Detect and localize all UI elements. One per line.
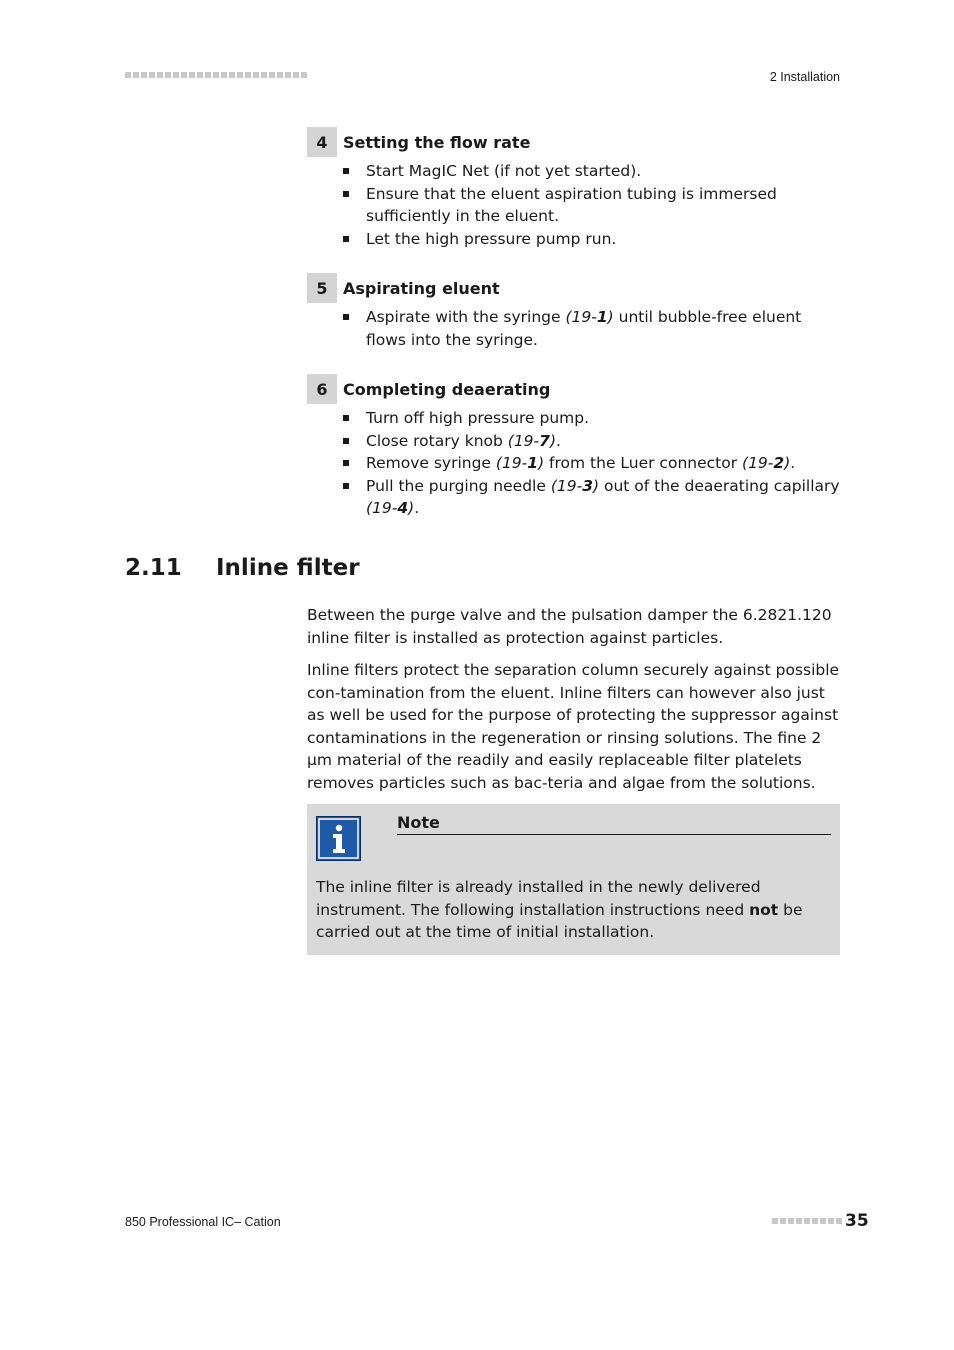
- list-item: Start MagIC Net (if not yet started).: [307, 160, 840, 183]
- note-body: The inline filter is already installed in the newly delivered instrument. The following installation instructions need not be carried out at the time of initial installation.: [316, 878, 803, 941]
- list-item: Close rotary knob (19-7).: [307, 430, 840, 453]
- list-item: Ensure that the eluent aspiration tubing is immersed sufficiently in the eluent.: [307, 183, 840, 228]
- figure-reference: (19-2): [742, 454, 791, 472]
- list-item: Aspirate with the syringe (19-1) until bubble-free eluent flows into the syringe.: [307, 306, 840, 351]
- step-heading: [307, 374, 840, 404]
- step-title: Setting the flow rate: [343, 132, 531, 152]
- figure-reference: (19-3): [550, 476, 600, 495]
- footer-product-name: 850 Professional IC– Cation: [125, 1215, 281, 1229]
- page-number: 35: [845, 1211, 869, 1231]
- step-number: 5: [307, 273, 337, 303]
- list-item: Pull the purging needle (19-3) out of the deaerating capillary (19-4).: [307, 475, 840, 520]
- body-paragraph: Between the purge valve and the pulsation damper the 6.2821.120 inline filter is installed as protection against particles.: [307, 606, 832, 647]
- step-6: [307, 374, 840, 520]
- list-item: Remove syringe (19-1) from the Luer connector (19-2).: [307, 452, 840, 475]
- step-title: Aspirating eluent: [343, 278, 500, 298]
- step-bullet-list: [307, 160, 840, 250]
- step-title: Completing deaerating: [343, 379, 551, 399]
- figure-reference: (19-1): [495, 454, 545, 472]
- step-bullet-list: [307, 306, 840, 351]
- step-number: 4: [307, 127, 337, 157]
- info-icon: [316, 816, 361, 861]
- step-heading: [307, 127, 840, 157]
- list-item: Let the high pressure pump run.: [307, 228, 840, 251]
- step-4: [307, 127, 840, 250]
- running-header-chapter: 2 Installation: [769, 70, 840, 84]
- figure-reference: (19-7): [507, 431, 556, 450]
- list-item: Turn off high pressure pump.: [307, 407, 840, 430]
- note-box: [307, 804, 840, 955]
- step-bullet-list: [307, 407, 840, 520]
- section-number: 2.11: [125, 555, 182, 581]
- figure-reference: (19-4): [366, 499, 415, 517]
- step-5: [307, 273, 840, 351]
- figure-reference: (19-1): [565, 308, 614, 326]
- note-title: Note: [397, 813, 831, 835]
- step-number: 6: [307, 374, 337, 404]
- section-heading: [125, 555, 360, 581]
- section-title: Inline filter: [216, 555, 360, 581]
- footer-decoration: [772, 1218, 842, 1224]
- body-paragraph: Inline filters protect the separation column securely against possible con-tamination from the eluent. Inline filters can however also just as well be used for the purpose of protecting the suppressor against contaminations in the regeneration or rinsing solutions. The fine 2 µm material of the readily and easily replaceable filter platelets removes particles such as bac-teria and algae from the solutions.: [307, 661, 840, 792]
- step-heading: [307, 273, 840, 303]
- header-decoration: [125, 72, 307, 80]
